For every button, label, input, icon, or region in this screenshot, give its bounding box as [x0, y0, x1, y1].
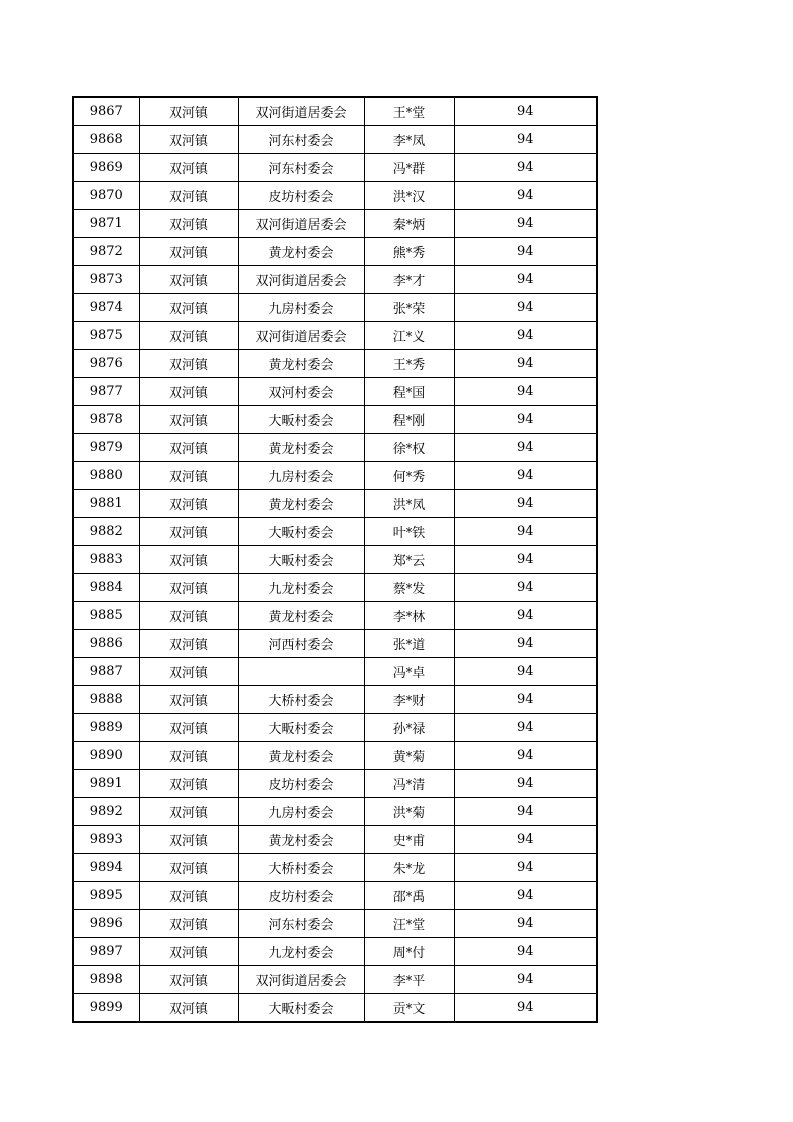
committee-cell: 黄龙村委会	[238, 602, 364, 630]
serial-number-cell: 9888	[73, 686, 139, 714]
serial-number-cell: 9886	[73, 630, 139, 658]
serial-number-cell: 9875	[73, 322, 139, 350]
committee-cell: 大畈村委会	[238, 546, 364, 574]
name-cell: 冯*卓	[364, 658, 454, 686]
score-cell: 94	[454, 658, 597, 686]
table-row	[73, 742, 597, 770]
serial-number-cell: 9879	[73, 434, 139, 462]
score-cell: 94	[454, 854, 597, 882]
committee-cell: 大畈村委会	[238, 518, 364, 546]
committee-cell: 皮坊村委会	[238, 182, 364, 210]
town-cell: 双河镇	[139, 574, 238, 602]
score-cell: 94	[454, 126, 597, 154]
score-cell: 94	[454, 97, 597, 126]
town-cell: 双河镇	[139, 854, 238, 882]
roster-table	[72, 96, 598, 1023]
committee-cell: 黄龙村委会	[238, 238, 364, 266]
committee-cell: 双河街道居委会	[238, 266, 364, 294]
committee-cell: 皮坊村委会	[238, 882, 364, 910]
table-row	[73, 546, 597, 574]
town-cell: 双河镇	[139, 602, 238, 630]
score-cell: 94	[454, 798, 597, 826]
serial-number-cell: 9896	[73, 910, 139, 938]
name-cell: 李*凤	[364, 126, 454, 154]
score-cell: 94	[454, 546, 597, 574]
score-cell: 94	[454, 434, 597, 462]
name-cell: 王*堂	[364, 97, 454, 126]
town-cell: 双河镇	[139, 434, 238, 462]
table-row	[73, 602, 597, 630]
name-cell: 郑*云	[364, 546, 454, 574]
committee-cell: 皮坊村委会	[238, 770, 364, 798]
table-row	[73, 938, 597, 966]
score-cell: 94	[454, 882, 597, 910]
table-row	[73, 266, 597, 294]
town-cell: 双河镇	[139, 350, 238, 378]
committee-cell: 大桥村委会	[238, 686, 364, 714]
committee-cell: 双河街道居委会	[238, 322, 364, 350]
committee-cell: 九房村委会	[238, 798, 364, 826]
score-cell: 94	[454, 630, 597, 658]
serial-number-cell: 9869	[73, 154, 139, 182]
name-cell: 张*道	[364, 630, 454, 658]
name-cell: 冯*群	[364, 154, 454, 182]
town-cell: 双河镇	[139, 490, 238, 518]
name-cell: 周*付	[364, 938, 454, 966]
town-cell: 双河镇	[139, 910, 238, 938]
table-row	[73, 994, 597, 1023]
name-cell: 蔡*发	[364, 574, 454, 602]
name-cell: 洪*菊	[364, 798, 454, 826]
table-row	[73, 378, 597, 406]
town-cell: 双河镇	[139, 322, 238, 350]
serial-number-cell: 9898	[73, 966, 139, 994]
committee-cell: 双河村委会	[238, 378, 364, 406]
committee-cell: 黄龙村委会	[238, 434, 364, 462]
serial-number-cell: 9868	[73, 126, 139, 154]
score-cell: 94	[454, 714, 597, 742]
name-cell: 李*财	[364, 686, 454, 714]
serial-number-cell: 9893	[73, 826, 139, 854]
score-cell: 94	[454, 154, 597, 182]
score-cell: 94	[454, 742, 597, 770]
score-cell: 94	[454, 406, 597, 434]
town-cell: 双河镇	[139, 798, 238, 826]
serial-number-cell: 9874	[73, 294, 139, 322]
table-row	[73, 798, 597, 826]
town-cell: 双河镇	[139, 686, 238, 714]
committee-cell: 九龙村委会	[238, 938, 364, 966]
score-cell: 94	[454, 182, 597, 210]
town-cell: 双河镇	[139, 182, 238, 210]
score-cell: 94	[454, 938, 597, 966]
table-row	[73, 210, 597, 238]
table-row	[73, 406, 597, 434]
table-row	[73, 97, 597, 126]
serial-number-cell: 9885	[73, 602, 139, 630]
score-cell: 94	[454, 238, 597, 266]
serial-number-cell: 9887	[73, 658, 139, 686]
serial-number-cell: 9878	[73, 406, 139, 434]
score-cell: 94	[454, 966, 597, 994]
committee-cell: 黄龙村委会	[238, 350, 364, 378]
name-cell: 张*荣	[364, 294, 454, 322]
town-cell: 双河镇	[139, 882, 238, 910]
serial-number-cell: 9881	[73, 490, 139, 518]
table-row	[73, 518, 597, 546]
serial-number-cell: 9876	[73, 350, 139, 378]
name-cell: 汪*堂	[364, 910, 454, 938]
table-row	[73, 490, 597, 518]
serial-number-cell: 9871	[73, 210, 139, 238]
name-cell: 史*甫	[364, 826, 454, 854]
table-row	[73, 182, 597, 210]
score-cell: 94	[454, 378, 597, 406]
town-cell: 双河镇	[139, 210, 238, 238]
serial-number-cell: 9895	[73, 882, 139, 910]
name-cell: 冯*清	[364, 770, 454, 798]
name-cell: 朱*龙	[364, 854, 454, 882]
committee-cell: 九房村委会	[238, 294, 364, 322]
name-cell: 王*秀	[364, 350, 454, 378]
table-row	[73, 658, 597, 686]
table-row	[73, 434, 597, 462]
town-cell: 双河镇	[139, 826, 238, 854]
serial-number-cell: 9867	[73, 97, 139, 126]
town-cell: 双河镇	[139, 518, 238, 546]
serial-number-cell: 9892	[73, 798, 139, 826]
town-cell: 双河镇	[139, 97, 238, 126]
score-cell: 94	[454, 322, 597, 350]
serial-number-cell: 9891	[73, 770, 139, 798]
serial-number-cell: 9870	[73, 182, 139, 210]
serial-number-cell: 9873	[73, 266, 139, 294]
committee-cell: 河西村委会	[238, 630, 364, 658]
committee-cell: 双河街道居委会	[238, 210, 364, 238]
town-cell: 双河镇	[139, 658, 238, 686]
table-row	[73, 294, 597, 322]
name-cell: 洪*凤	[364, 490, 454, 518]
town-cell: 双河镇	[139, 462, 238, 490]
name-cell: 洪*汉	[364, 182, 454, 210]
table-row	[73, 126, 597, 154]
town-cell: 双河镇	[139, 966, 238, 994]
committee-cell: 大畈村委会	[238, 406, 364, 434]
committee-cell: 大畈村委会	[238, 714, 364, 742]
table-row	[73, 350, 597, 378]
name-cell: 程*刚	[364, 406, 454, 434]
score-cell: 94	[454, 462, 597, 490]
table-row	[73, 714, 597, 742]
name-cell: 徐*权	[364, 434, 454, 462]
town-cell: 双河镇	[139, 126, 238, 154]
table-row	[73, 882, 597, 910]
committee-cell: 双河街道居委会	[238, 966, 364, 994]
committee-cell: 九龙村委会	[238, 574, 364, 602]
committee-cell: 大桥村委会	[238, 854, 364, 882]
town-cell: 双河镇	[139, 294, 238, 322]
serial-number-cell: 9894	[73, 854, 139, 882]
table-row	[73, 630, 597, 658]
town-cell: 双河镇	[139, 994, 238, 1023]
name-cell: 贡*文	[364, 994, 454, 1023]
table-row	[73, 574, 597, 602]
town-cell: 双河镇	[139, 770, 238, 798]
table-row	[73, 826, 597, 854]
score-cell: 94	[454, 518, 597, 546]
score-cell: 94	[454, 210, 597, 238]
name-cell: 邵*禹	[364, 882, 454, 910]
name-cell: 何*秀	[364, 462, 454, 490]
town-cell: 双河镇	[139, 378, 238, 406]
serial-number-cell: 9880	[73, 462, 139, 490]
score-cell: 94	[454, 490, 597, 518]
town-cell: 双河镇	[139, 938, 238, 966]
town-cell: 双河镇	[139, 238, 238, 266]
serial-number-cell: 9889	[73, 714, 139, 742]
town-cell: 双河镇	[139, 742, 238, 770]
name-cell: 秦*炳	[364, 210, 454, 238]
name-cell: 李*平	[364, 966, 454, 994]
committee-cell: 九房村委会	[238, 462, 364, 490]
score-cell: 94	[454, 910, 597, 938]
table-row	[73, 322, 597, 350]
score-cell: 94	[454, 350, 597, 378]
town-cell: 双河镇	[139, 266, 238, 294]
score-cell: 94	[454, 826, 597, 854]
table-row	[73, 854, 597, 882]
committee-cell: 河东村委会	[238, 154, 364, 182]
serial-number-cell: 9884	[73, 574, 139, 602]
table-row	[73, 686, 597, 714]
table-row	[73, 238, 597, 266]
committee-cell: 河东村委会	[238, 910, 364, 938]
score-cell: 94	[454, 602, 597, 630]
name-cell: 李*才	[364, 266, 454, 294]
town-cell: 双河镇	[139, 546, 238, 574]
committee-cell	[238, 658, 364, 686]
name-cell: 江*义	[364, 322, 454, 350]
serial-number-cell: 9890	[73, 742, 139, 770]
name-cell: 孙*禄	[364, 714, 454, 742]
committee-cell: 河东村委会	[238, 126, 364, 154]
serial-number-cell: 9872	[73, 238, 139, 266]
serial-number-cell: 9899	[73, 994, 139, 1023]
name-cell: 程*国	[364, 378, 454, 406]
serial-number-cell: 9882	[73, 518, 139, 546]
serial-number-cell: 9877	[73, 378, 139, 406]
table-row	[73, 910, 597, 938]
committee-cell: 黄龙村委会	[238, 742, 364, 770]
committee-cell: 大畈村委会	[238, 994, 364, 1023]
name-cell: 叶*铁	[364, 518, 454, 546]
name-cell: 李*林	[364, 602, 454, 630]
serial-number-cell: 9883	[73, 546, 139, 574]
town-cell: 双河镇	[139, 406, 238, 434]
committee-cell: 双河街道居委会	[238, 97, 364, 126]
town-cell: 双河镇	[139, 630, 238, 658]
score-cell: 94	[454, 994, 597, 1023]
score-cell: 94	[454, 686, 597, 714]
name-cell: 黄*菊	[364, 742, 454, 770]
table-row	[73, 966, 597, 994]
town-cell: 双河镇	[139, 154, 238, 182]
score-cell: 94	[454, 266, 597, 294]
score-cell: 94	[454, 770, 597, 798]
serial-number-cell: 9897	[73, 938, 139, 966]
table-row	[73, 462, 597, 490]
name-cell: 熊*秀	[364, 238, 454, 266]
committee-cell: 黄龙村委会	[238, 490, 364, 518]
town-cell: 双河镇	[139, 714, 238, 742]
score-cell: 94	[454, 294, 597, 322]
roster-table-body	[73, 97, 597, 1022]
score-cell: 94	[454, 574, 597, 602]
committee-cell: 黄龙村委会	[238, 826, 364, 854]
table-row	[73, 770, 597, 798]
table-row	[73, 154, 597, 182]
